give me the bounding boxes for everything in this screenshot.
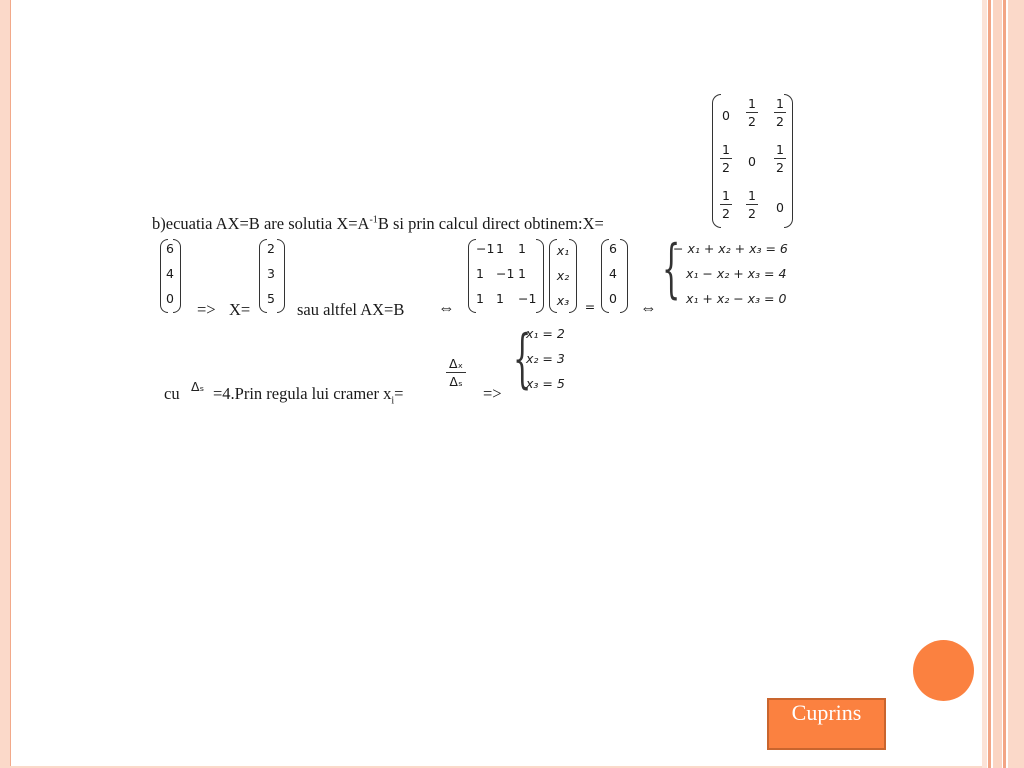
equals-sign: = (584, 299, 596, 314)
vector-b-cell: 6 (166, 241, 174, 256)
var-cell: x₂ (556, 268, 570, 283)
inverse-matrix-cell: 1 2 (774, 96, 786, 129)
solution-equation: x₁ = 2 (526, 326, 565, 341)
iff-symbol-1: ⇔ (438, 298, 455, 317)
line-1-text: b)ecuatia AX=B are solutia $X=A^{-1}B$ si prin calcul direct obtinem:X= (152, 214, 604, 233)
vector-b2-cell: 6 (609, 241, 617, 256)
cuprins-button[interactable]: Cuprins (767, 698, 886, 750)
vector-b-cell: 4 (166, 266, 174, 281)
vector-b2-cell: 0 (609, 291, 617, 306)
matrix-a-cell: 1 (518, 266, 526, 281)
matrix-a-cell: 1 (496, 291, 504, 306)
decorative-circle (913, 640, 974, 701)
vector-x-cell: 5 (267, 291, 275, 306)
vector-x-cell: 3 (267, 266, 275, 281)
inverse-matrix-cell: 0 (722, 108, 730, 123)
matrix-a-cell: −1 (518, 291, 537, 306)
cramer-text: =4.Prin regula lui cramer $x_i=$ (213, 384, 404, 407)
var-cell: x₃ (556, 293, 570, 308)
system-equation: − x₁ + x₂ + x₃ = 6 (673, 241, 788, 256)
inverse-matrix-cell: 1 2 (746, 96, 758, 129)
inverse-matrix-cell: 0 (776, 200, 784, 215)
vector-b-cell: 0 (166, 291, 174, 306)
inverse-matrix-cell: 1 2 (774, 142, 786, 175)
solution-equation: x₃ = 5 (526, 376, 565, 391)
inverse-matrix-cell: 1 2 (720, 142, 732, 175)
cramer-cu: cu (164, 384, 180, 403)
arrow-1: => (197, 300, 216, 319)
solution-equation: x₂ = 3 (526, 351, 565, 366)
var-cell: x₁ (556, 243, 570, 258)
inverse-matrix-cell: 1 2 (720, 188, 732, 221)
iff-symbol-2: ⇔ (640, 298, 657, 317)
inverse-matrix-cell: 0 (748, 154, 756, 169)
delta-s-symbol: Δₛ (191, 379, 205, 394)
left-border (0, 0, 11, 768)
matrix-a-cell: 1 (518, 241, 526, 256)
right-border (982, 0, 1024, 768)
matrix-a-cell: 1 (476, 266, 484, 281)
matrix-a-cell: −1 (476, 241, 495, 256)
system-equation: x₁ + x₂ − x₃ = 0 (686, 291, 787, 306)
vector-x-cell: 2 (267, 241, 275, 256)
alt-text: sau altfel AX=B (297, 300, 405, 319)
cramer-fraction: Δₓ Δₛ (446, 356, 466, 389)
x-label: X= (229, 300, 251, 319)
matrix-a-cell: 1 (496, 241, 504, 256)
inverse-matrix-cell: 1 2 (746, 188, 758, 221)
matrix-a-cell: 1 (476, 291, 484, 306)
matrix-a-cell: −1 (496, 266, 515, 281)
arrow-2: => (483, 384, 502, 403)
vector-b2-cell: 4 (609, 266, 617, 281)
system-equation: x₁ − x₂ + x₃ = 4 (686, 266, 787, 281)
